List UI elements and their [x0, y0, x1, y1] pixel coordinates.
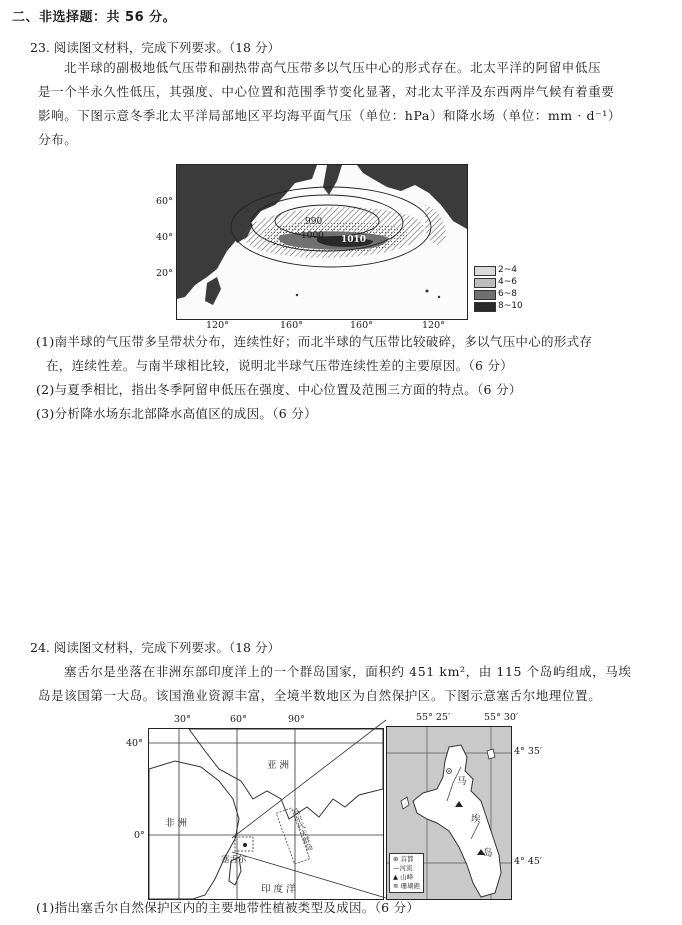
isobar-label: 990	[305, 217, 323, 227]
q23-para-line: 影响。下图示意冬季北太平洋局部地区平均海平面气压（单位：hPa）和降水场（单位：mm · d⁻¹）	[38, 108, 621, 123]
precip-legend	[474, 264, 523, 312]
lat-label: 4° 35′	[514, 746, 543, 757]
legend-item-reef: ≋ 珊瑚礁	[393, 882, 421, 890]
legend-item: 2~4	[474, 264, 523, 276]
isobar-label: 1000	[301, 231, 324, 241]
island-dot	[438, 296, 440, 298]
lon-label: 90°	[288, 714, 305, 725]
q23-para-line: 分布。	[38, 132, 78, 147]
legend-item: 4~6	[474, 276, 523, 288]
q23-material	[38, 56, 678, 152]
legend-item-river: —河流	[393, 864, 413, 872]
lon-label: 160°	[350, 320, 373, 331]
lon-label: 30°	[174, 714, 191, 725]
legend-item: 6~8	[474, 288, 523, 300]
lat-label: 40°	[156, 232, 173, 243]
island-label-char: 岛	[483, 848, 493, 859]
lat-label: 0°	[134, 830, 145, 841]
label-africa: 非 洲	[165, 818, 188, 829]
q23-pressure-map	[150, 160, 550, 340]
q24-para-line: 塞舌尔是坐落在非洲东部印度洋上的一个群岛国家，面积约 451 km²，由 115 个岛屿组成，马埃	[64, 664, 632, 679]
lat-label: 60°	[156, 196, 173, 207]
q23-questions	[36, 330, 676, 426]
lon-label: 120°	[206, 320, 229, 331]
q23-para-line: 是一个半永久性低压，其强度、中心位置和范围季节变化显著，对北太平洋及东西两岸气候有着重要	[38, 84, 615, 99]
lon-label: 160°	[280, 320, 303, 331]
kamchatka-landmass	[323, 165, 342, 195]
q23-question-line: 在，连续性差。与南半球相比较，说明北半球气压带连续性差的主要原因。（6 分）	[46, 358, 514, 373]
lon-label: 60°	[230, 714, 247, 725]
map-area	[386, 726, 512, 900]
q24-para-line: 岛是该国第一大岛。该国渔业资源丰富，全境半数地区为自然保护区。下图示意塞舌尔地理位置。	[38, 688, 602, 703]
q23-question-line: (1)南半球的气压带多呈带状分布，连续性好；而北半球的气压带比较破碎，多以气压中心的形式存	[36, 334, 593, 349]
precip-coast	[425, 205, 446, 245]
map-area	[176, 164, 468, 320]
q23-question-line: (2)与夏季相比，指出冬季阿留申低压在强度、中心位置及范围三方面的特点。（6 分）	[36, 382, 522, 397]
lat-label: 20°	[156, 268, 173, 279]
q24-heading: 24. 阅读图文材料，完成下列要求。（18 分）	[30, 640, 280, 655]
legend-item-peak: ▲ 山峰	[393, 873, 414, 881]
legend-item: 8~10	[474, 300, 523, 312]
lon-label: 55° 30′	[484, 712, 519, 723]
map-connector	[220, 712, 390, 902]
lon-label: 120°	[422, 320, 445, 331]
lat-label: 4° 45′	[514, 856, 543, 867]
section-title: 二、非选择题：共 56 分。	[12, 10, 177, 25]
q24-question-line: (1)指出塞舌尔自然保护区内的主要地带性植被类型及成因。（6 分）	[36, 900, 420, 915]
lat-label: 40°	[126, 738, 143, 749]
q23-heading: 23. 阅读图文材料，完成下列要求。（18 分）	[30, 40, 280, 55]
legend-item-capital: ⊛ 首都	[393, 855, 414, 863]
island-label-char: 马	[457, 776, 467, 787]
q24-island-map	[386, 712, 556, 902]
isobar-label: 1010	[341, 235, 367, 245]
q23-question-line: (3)分析降水场东北部降水高值区的成因。（6 分）	[36, 406, 317, 421]
label-seychelles: 塞舌尔	[221, 855, 247, 865]
q23-para-line: 北半球的副极地低气压带和副热带高气压带多以气压中心的形式存在。北太平洋的阿留申低压	[64, 60, 602, 75]
q24-questions	[36, 896, 676, 920]
label-asia: 亚 洲	[267, 760, 290, 771]
island-label-char: 埃	[471, 814, 481, 825]
island-dot	[296, 294, 298, 296]
island-dot	[426, 290, 429, 293]
label-maldives: 马尔代夫群岛	[290, 806, 315, 853]
label-indian-ocean: 印 度 洋	[261, 884, 296, 895]
map-graphic	[177, 165, 467, 319]
island-legend	[389, 853, 424, 893]
lon-label: 55° 25′	[416, 712, 451, 723]
q24-material	[38, 660, 678, 708]
philippines-landmass	[205, 277, 221, 305]
